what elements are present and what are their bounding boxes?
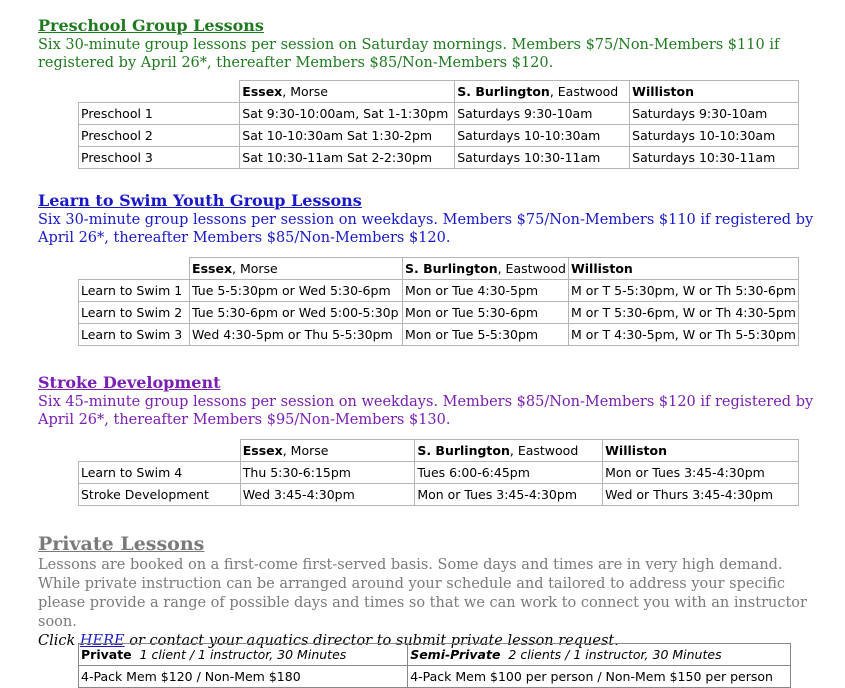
- private-header: Private 1 client / 1 instructor, 30 Minutes: [79, 644, 408, 666]
- row-name: Learn to Swim 4: [79, 462, 241, 484]
- cell: Mon or Tues 3:45-4:30pm: [415, 484, 603, 506]
- table-row: [79, 462, 799, 484]
- learn-to-swim-table: [78, 257, 799, 346]
- cell: Thu 5:30-6:15pm: [240, 462, 415, 484]
- table-row: [79, 302, 799, 324]
- private-description: Lessons are booked on a first-come first-served basis. Some days and times are in very high demand. While private instruction can be arranged around your schedule and tailored to address your specific please provide a range of possible days and times so that we can work to connect you with an instructor soon.: [38, 557, 807, 630]
- stroke-section: [38, 373, 825, 429]
- cell: Wed 3:45-4:30pm: [240, 484, 415, 506]
- header-s-burlington: S. Burlington, Eastwood: [403, 258, 569, 280]
- cell: Saturdays 9:30-10am: [630, 103, 799, 125]
- cell: Tue 5-5:30pm or Wed 5:30-6pm: [190, 280, 403, 302]
- private-table: [78, 643, 791, 688]
- cell: Tues 6:00-6:45pm: [415, 462, 603, 484]
- table-row: [79, 324, 799, 346]
- learn-to-swim-title: Learn to Swim Youth Group Lessons: [38, 191, 362, 210]
- cell: Sat 10:30-11am Sat 2-2:30pm: [240, 147, 455, 169]
- cell: Sat 10-10:30am Sat 1:30-2pm: [240, 125, 455, 147]
- private-section: [38, 532, 825, 651]
- stroke-table: [78, 439, 799, 506]
- table-row: [79, 666, 791, 688]
- cell: M or T 5:30-6pm, W or Th 4:30-5pm: [568, 302, 798, 324]
- preschool-section: [38, 16, 825, 72]
- cell: Mon or Tues 3:45-4:30pm: [603, 462, 799, 484]
- header-williston: Williston: [630, 81, 799, 103]
- learn-to-swim-section: [38, 191, 825, 247]
- row-name: Stroke Development: [79, 484, 241, 506]
- table-header-row: [79, 440, 799, 462]
- empty-cell: [79, 81, 240, 103]
- cell: Saturdays 10-10:30am: [455, 125, 630, 147]
- cell: Wed 4:30-5pm or Thu 5-5:30pm: [190, 324, 403, 346]
- cell: Wed or Thurs 3:45-4:30pm: [603, 484, 799, 506]
- semi-private-header: Semi-Private 2 clients / 1 instructor, 30 Minutes: [408, 644, 791, 666]
- header-s-burlington: S. Burlington, Eastwood: [455, 81, 630, 103]
- empty-cell: [79, 440, 241, 462]
- table-header-row: [79, 644, 791, 666]
- cell: Mon or Tue 5-5:30pm: [403, 324, 569, 346]
- cell: Saturdays 10:30-11am: [630, 147, 799, 169]
- cell: Saturdays 10-10:30am: [630, 125, 799, 147]
- semi-private-price: 4-Pack Mem $100 per person / Non-Mem $150 per person: [408, 666, 791, 688]
- empty-cell: [79, 258, 190, 280]
- cell: M or T 4:30-5pm, W or Th 5-5:30pm: [568, 324, 798, 346]
- private-title: Private Lessons: [38, 533, 205, 555]
- row-name: Learn to Swim 2: [79, 302, 190, 324]
- header-s-burlington: S. Burlington, Eastwood: [415, 440, 603, 462]
- header-essex: Essex, Morse: [240, 81, 455, 103]
- cell: Saturdays 9:30-10am: [455, 103, 630, 125]
- private-price: 4-Pack Mem $120 / Non-Mem $180: [79, 666, 408, 688]
- row-name: Preschool 2: [79, 125, 240, 147]
- preschool-description: Six 30-minute group lessons per session on Saturday mornings. Members $75/Non-Members $110 if registered by April 26*, thereafter Members $85/Non-Members $120.: [38, 37, 780, 71]
- preschool-title: Preschool Group Lessons: [38, 16, 264, 35]
- table-header-row: [79, 81, 799, 103]
- row-name: Learn to Swim 3: [79, 324, 190, 346]
- cell: Saturdays 10:30-11am: [455, 147, 630, 169]
- header-essex: Essex, Morse: [190, 258, 403, 280]
- table-header-row: [79, 258, 799, 280]
- table-row: [79, 103, 799, 125]
- table-row: [79, 484, 799, 506]
- header-essex: Essex, Morse: [240, 440, 415, 462]
- table-row: [79, 125, 799, 147]
- learn-to-swim-description: Six 30-minute group lessons per session on weekdays. Members $75/Non-Members $110 if registered by April 26*, thereafter Members $85/Non-Members $120.: [38, 212, 814, 246]
- private-cta: Click HERE or contact your aquatics director to submit private lesson request.: [38, 633, 619, 649]
- cell: Tue 5:30-6pm or Wed 5:00-5:30p: [190, 302, 403, 324]
- header-williston: Williston: [603, 440, 799, 462]
- cell: Mon or Tue 5:30-6pm: [403, 302, 569, 324]
- row-name: Learn to Swim 1: [79, 280, 190, 302]
- cell: M or T 5-5:30pm, W or Th 5:30-6pm: [568, 280, 798, 302]
- stroke-title: Stroke Development: [38, 373, 221, 392]
- row-name: Preschool 1: [79, 103, 240, 125]
- header-williston: Williston: [568, 258, 798, 280]
- row-name: Preschool 3: [79, 147, 240, 169]
- here-link[interactable]: HERE: [79, 633, 125, 649]
- preschool-table: [78, 80, 799, 169]
- stroke-description: Six 45-minute group lessons per session on weekdays. Members $85/Non-Members $120 if registered by April 26*, thereafter Members $95/Non-Members $130.: [38, 394, 814, 428]
- cell: Mon or Tue 4:30-5pm: [403, 280, 569, 302]
- cell: Sat 9:30-10:00am, Sat 1-1:30pm: [240, 103, 455, 125]
- table-row: [79, 280, 799, 302]
- table-row: [79, 147, 799, 169]
